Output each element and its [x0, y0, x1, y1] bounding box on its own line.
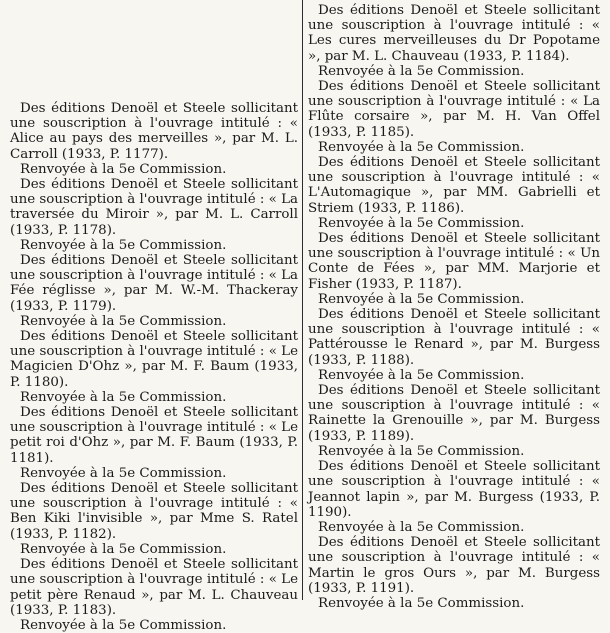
column-divider — [302, 0, 303, 600]
referral-text: Renvoyée à la 5e Commission. — [318, 443, 525, 459]
referral-text: Renvoyée à la 5e Commission. — [20, 237, 227, 253]
petition-text: Des éditions Denoël et Steele sollicitant une souscription à l'ouvrage intitulé : « Les cures merveilleuses du Dr Popotame », par M. L. Chauveau (1933, P. 1184). — [308, 3, 600, 64]
referral-text: Renvoyée à la 5e Commission. — [20, 541, 227, 557]
petition-entry — [308, 3, 600, 79]
petition-text: Des éditions Denoël et Steele sollicitant une souscription à l'ouvrage intitulé : « Un Conte de Fées », par MM. Marjorie et Fisher (1933, P. 1187). — [308, 231, 600, 292]
petition-entry — [10, 101, 298, 177]
petition-text: Des éditions Denoël et Steele sollicitant une souscription à l'ouvrage intitulé : « Le petit roi d'Ohz », par M. F. Baum (1933, P. 1181). — [10, 405, 298, 466]
referral-text: Renvoyée à la 5e Commission. — [318, 291, 525, 307]
petition-text: Des éditions Denoël et Steele sollicitant une souscription à l'ouvrage intitulé : « Alice au pays des merveilles », par M. L. Carroll (1933, P. 1177). — [10, 101, 298, 162]
referral-text: Renvoyée à la 5e Commission. — [318, 367, 525, 383]
petition-entry — [10, 253, 298, 329]
left-column — [10, 0, 298, 633]
referral-text: Renvoyée à la 5e Commission. — [318, 63, 525, 79]
referral-text: Renvoyée à la 5e Commission. — [20, 161, 227, 177]
petition-text: Des éditions Denoël et Steele sollicitant une souscription à l'ouvrage intitulé : « La Flûte corsaire », par M. H. Van Offel (1933, P. 1185). — [308, 79, 600, 140]
petition-text: Des éditions Denoël et Steele sollicitant une souscription à l'ouvrage intitulé : « Le Magicien D'Ohz », par M. F. Baum (1933, P. 1180). — [10, 329, 298, 390]
petition-entry — [10, 405, 298, 481]
petition-entry — [308, 79, 600, 155]
petition-text: Des éditions Denoël et Steele sollicitant une souscription à l'ouvrage intitulé : « La traversée du Miroir », par M. L. Carroll (1933, P. 1178). — [10, 177, 298, 238]
petition-text: Des éditions Denoël et Steele sollicitant une souscription à l'ouvrage intitulé : « Martin le gros Ours », par M. Burgess (1933, P. 1191). — [308, 535, 600, 596]
referral-text: Renvoyée à la 5e Commission. — [318, 215, 525, 231]
petition-text: Des éditions Denoël et Steele sollicitant une souscription à l'ouvrage intitulé : « Jeannot lapin », par M. Burgess (1933, P. 1190). — [308, 459, 600, 520]
petition-entry — [308, 155, 600, 231]
referral-text: Renvoyée à la 5e Commission. — [318, 519, 525, 535]
petition-entry — [10, 481, 298, 557]
referral-text: Renvoyée à la 5e Commission. — [318, 139, 525, 155]
petition-text: Des éditions Denoël et Steele sollicitant une souscription à l'ouvrage intitulé : « L'Automagique », par MM. Gabrielli et Striem (1933, P. 1186). — [308, 155, 600, 216]
referral-text: Renvoyée à la 5e Commission. — [20, 313, 227, 329]
petition-entry — [10, 329, 298, 405]
right-column — [308, 0, 600, 611]
petition-text: Des éditions Denoël et Steele sollicitant une souscription à l'ouvrage intitulé : « Ben Kiki l'invisible », par Mme S. Ratel (1933, P. 1182). — [10, 481, 298, 542]
referral-text: Renvoyée à la 5e Commission. — [318, 595, 525, 611]
petition-entry — [308, 459, 600, 535]
petition-text: Des éditions Denoël et Steele sollicitant une souscription à l'ouvrage intitulé : « Pattérousse le Renard », par M. Burgess (1933, P. 1188). — [308, 307, 600, 368]
petition-entry — [10, 557, 298, 633]
petition-text: Des éditions Denoël et Steele sollicitant une souscription à l'ouvrage intitulé : « Rainette la Grenouille », par M. Burgess (1933, P. 1189). — [308, 383, 600, 444]
petition-entry — [308, 307, 600, 383]
petition-text: Des éditions Denoël et Steele sollicitant une souscription à l'ouvrage intitulé : « Le petit père Renaud », par M. L. Chauveau (1933, P. 1183). — [10, 557, 298, 618]
referral-text: Renvoyée à la 5e Commission. — [20, 389, 227, 405]
referral-text: Renvoyée à la 5e Commission. — [20, 617, 227, 633]
petition-entry — [308, 383, 600, 459]
referral-text: Renvoyée à la 5e Commission. — [20, 465, 227, 481]
petition-text: Des éditions Denoël et Steele sollicitant une souscription à l'ouvrage intitulé : « La Fée réglisse », par M. W.-M. Thackeray (1933, P. 1179). — [10, 253, 298, 314]
petition-entry — [308, 231, 600, 307]
petition-entry — [10, 177, 298, 253]
